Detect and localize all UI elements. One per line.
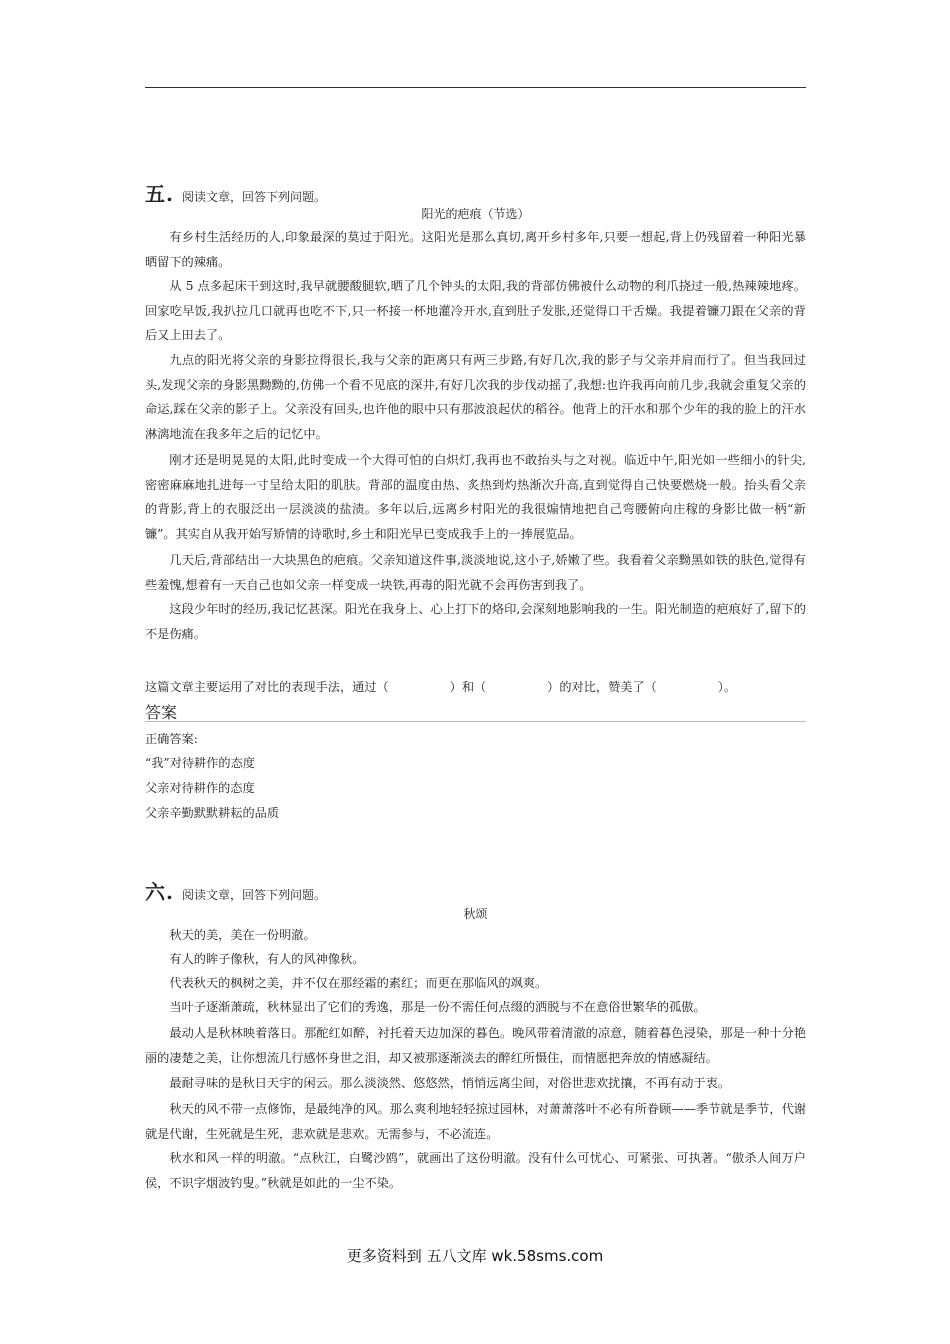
paragraph: 最耐寻味的是秋日天宇的闲云。那么淡淡然、悠悠然，悄悄远离尘间，对俗世悲欢扰攘，不再有动于衷。 <box>169 1076 731 1090</box>
top-rule <box>145 87 806 88</box>
paragraph: 有乡村生活经历的人,印象最深的莫过于阳光。这阳光是那么真切,离开乡村多年,只要一想起,背上仍残留着一种阳光暴晒留下的辣痛。 <box>145 230 806 269</box>
section-6-number: 六. <box>145 880 174 904</box>
paragraph: 刚才还是明晃晃的太阳,此时变成一个大得可怕的白炽灯,我再也不敢抬头与之对视。临近中午,阳光如一些细小的针尖,密密麻麻地扎进每一寸呈给太阳的肌肤。背部的温度由热、炙热到灼热渐次升高,直到觉得自己快要燃烧一般。抬头看父亲的背影,背上的衣服泛出一层淡淡的盐渍。多年以后,远离乡村阳光的我很煽情地把自己弯腰俯向庄稼的身影比做一柄“新镰”。其实自从我开始写矫情的诗歌时,乡土和阳光早已变成我手上的一捧展览品。 <box>145 453 806 541</box>
paragraph: 这段少年时的经历,我记忆甚深。阳光在我身上、心上打下的烙印,会深刻地影响我的一生。阳光制造的疤痕好了,留下的不是伤痛。 <box>145 602 806 641</box>
answer-label: 正确答案: <box>145 732 198 746</box>
section-5-heading <box>145 178 326 207</box>
section-5-number: 五. <box>145 182 174 206</box>
answer-item: 父亲辛勤默默耕耘的品质 <box>145 806 280 820</box>
answer-item: 父亲对待耕作的态度 <box>145 781 255 795</box>
paragraph: 几天后,背部结出一大块黑色的疤痕。父亲知道这件事,淡淡地说,这小子,娇嫩了些。我看着父亲黝黑如铁的肤色,觉得有些羞愧,想着有一天自己也如父亲一样变成一块铁,再毒的阳光就不会再伤害到我了。 <box>145 553 806 592</box>
section-5-instruction: 阅读文章，回答下列问题。 <box>181 190 326 204</box>
footer-text: 更多资料到 五八文库 wk.58sms.com <box>346 1247 604 1265</box>
section-6-heading <box>145 876 326 905</box>
article-title: 阳光的疤痕（节选） <box>421 207 530 221</box>
paragraph: 最动人是秋林映着落日。那酡红如醉，衬托着天边加深的暮色。晚风带着清澈的凉意，随着暮色浸染，那是一种十分艳丽的凄楚之美，让你想流几行感怀身世之泪，却又被那逐渐淡去的醉红所慑住，而情愿把奔放的情感凝结。 <box>145 1026 806 1065</box>
article-title: 秋颂 <box>463 907 488 921</box>
paragraph: 代表秋天的枫树之美，并不仅在那经霜的素红；而更在那临风的飒爽。 <box>169 976 548 990</box>
question-text: 这篇文章主要运用了对比的表现手法，通过（ ）和（ ）的对比，赞美了（ ）。 <box>145 680 737 694</box>
answer-divider <box>145 721 806 722</box>
paragraph: 从 5 点多起床干到这时,我早就腰酸腿软,晒了几个钟头的太阳,我的背部仿佛被什么动物的利爪挠过一般,热辣辣地疼。回家吃早饭,我扒拉几口就再也吃不下,只一杯接一杯地灌冷开水,直到肚子发胀,还觉得口干舌燥。我提着镰刀跟在父亲的背后又上田去了。 <box>145 279 806 342</box>
paragraph: 秋水和风一样的明澈。“点秋江，白鹭沙鸥”，就画出了这份明澈。没有什么可忧心、可紧张、可执著。“傲杀人间万户侯，不识字烟波钓叟。”秋就是如此的一尘不染。 <box>145 1151 806 1190</box>
paragraph: 有人的眸子像秋，有人的风神像秋。 <box>169 952 365 966</box>
paragraph: 当叶子逐渐萧疏，秋林显出了它们的秀逸，那是一份不需任何点缀的洒脱与不在意俗世繁华的孤傲。 <box>169 1000 706 1014</box>
section-6-instruction: 阅读文章，回答下列问题。 <box>181 888 326 902</box>
answer-title: 答案 <box>145 703 178 722</box>
answer-item: “我”对待耕作的态度 <box>145 756 255 770</box>
paragraph: 秋天的风不带一点修饰，是最纯净的风。那么爽利地轻轻掠过园林，对萧萧落叶不必有所眷顾——季节就是季节，代谢就是代谢，生死就是生死，悲欢就是悲欢。无需参与，不必流连。 <box>145 1102 806 1141</box>
paragraph: 秋天的美，美在一份明澈。 <box>169 928 316 942</box>
paragraph: 九点的阳光将父亲的身影拉得很长,我与父亲的距离只有两三步路,有好几次,我的影子与父亲并肩而行了。但当我回过头,发现父亲的身影黑黝黝的,仿佛一个看不见底的深井,有好几次我的步伐动摇了,我想:也许我再向前几步,我就会重复父亲的命运,踩在父亲的影子上。父亲没有回头,也许他的眼中只有那波浪起伏的稻谷。他背上的汗水和那个少年的我的脸上的汗水淋漓地流在我多年之后的记忆中。 <box>145 353 806 441</box>
